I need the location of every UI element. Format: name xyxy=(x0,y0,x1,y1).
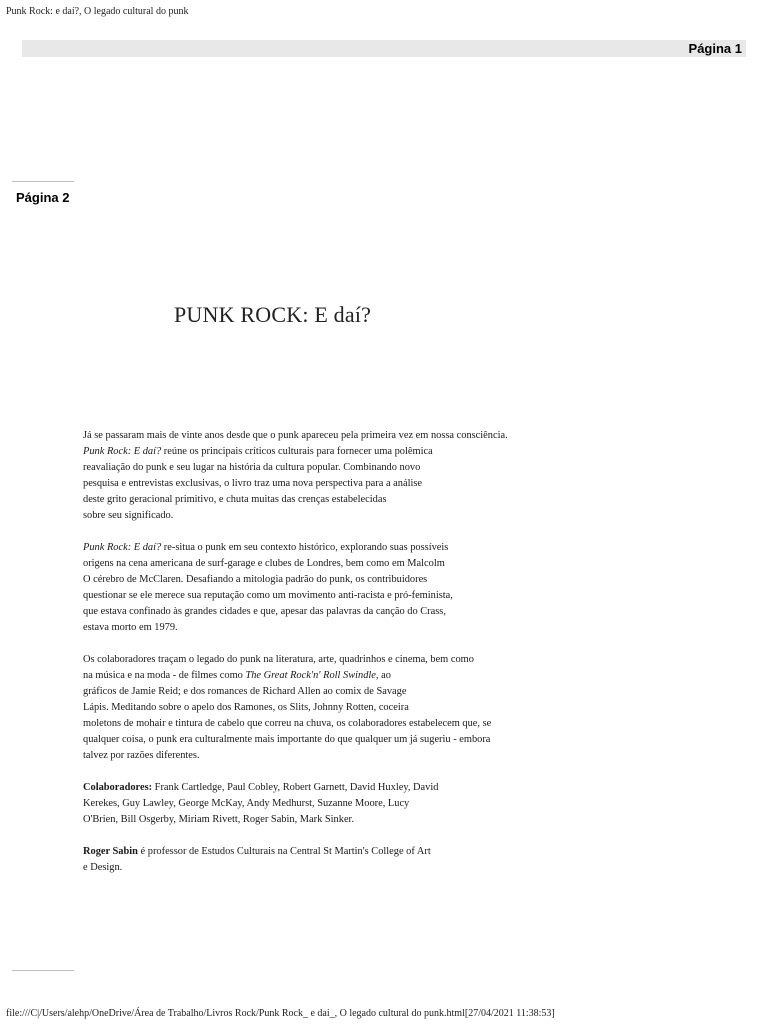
italic-text: Punk Rock: E daí? xyxy=(83,446,162,457)
text-segment: pesquisa e entrevistas exclusivas, o livro traz uma nova perspectiva para a análise xyxy=(83,478,423,489)
text-line xyxy=(83,604,553,620)
paragraph xyxy=(83,428,553,524)
text-segment: reúne os principais críticos culturais para fornecer uma polêmica xyxy=(161,446,433,457)
text-line xyxy=(83,812,553,828)
text-line xyxy=(83,572,553,588)
text-segment: questionar se ele merece sua reputação como um movimento anti-racista e pró-feminista, xyxy=(83,590,453,601)
text-segment: ao xyxy=(378,670,391,681)
text-line xyxy=(83,684,553,700)
print-header-title: Punk Rock: e daí?, O legado cultural do punk xyxy=(6,6,189,17)
text-segment: sobre seu significado. xyxy=(83,510,174,521)
bold-text: Colaboradores: xyxy=(83,782,153,793)
paragraph xyxy=(83,540,553,636)
text-line xyxy=(83,588,553,604)
text-line xyxy=(83,428,553,444)
bold-text: Roger Sabin xyxy=(83,846,138,857)
text-line xyxy=(83,476,553,492)
italic-text: Punk Rock: E daí? xyxy=(83,542,162,553)
text-segment: é professor de Estudos Culturais na Central St Martin's College of Art xyxy=(137,846,431,857)
text-segment: moletons de mohair e tintura de cabelo que correu na chuva, os colaboradores estabelecem que, se xyxy=(83,718,492,729)
paragraph xyxy=(83,652,553,764)
text-segment: reavaliação do punk e seu lugar na história da cultura popular. Combinando novo xyxy=(83,462,421,473)
text-line xyxy=(83,796,553,812)
text-segment: re-situa o punk em seu contexto histórico, explorando suas possíveis xyxy=(161,542,449,553)
paragraph xyxy=(83,844,553,876)
text-segment: O cérebro de McClaren. Desafiando a mitologia padrão do punk, os contribuidores xyxy=(83,574,428,585)
text-line xyxy=(83,732,553,748)
text-segment: O'Brien, Bill Osgerby, Miriam Rivett, Roger Sabin, Mark Sinker. xyxy=(83,814,355,825)
text-segment: na música e na moda - de filmes como xyxy=(83,670,246,681)
text-line xyxy=(83,716,553,732)
print-footer-path: file:///C|/Users/alehp/OneDrive/Área de Trabalho/Livros Rock/Punk Rock_ e dai_, O legado cultural do punk.html[27/04/2021 11:38:53] xyxy=(6,1008,555,1019)
text-line xyxy=(83,460,553,476)
text-segment: Frank Cartledge, Paul Cobley, Robert Garnett, David Huxley, David xyxy=(152,782,439,793)
page-end-rule xyxy=(12,970,74,971)
text-segment: Os colaboradores traçam o legado do punk na literatura, arte, quadrinhos e cinema, bem como xyxy=(83,654,474,665)
text-line xyxy=(83,492,553,508)
text-segment: Já se passaram mais de vinte anos desde que o punk apareceu pela primeira vez em nossa consciência. xyxy=(83,430,508,441)
text-line xyxy=(83,540,553,556)
page-1-separator xyxy=(22,40,746,57)
text-segment: que estava confinado às grandes cidades e que, apesar das palavras da canção do Crass, xyxy=(83,606,446,617)
text-line xyxy=(83,556,553,572)
page-2-label: Página 2 xyxy=(16,190,70,205)
text-line xyxy=(83,700,553,716)
text-line xyxy=(83,508,553,524)
text-line xyxy=(83,444,553,460)
text-line xyxy=(83,844,553,860)
document-body xyxy=(83,428,553,892)
text-segment: origens na cena americana de surf-garage e clubes de Londres, bem como em Malcolm xyxy=(83,558,445,569)
document-title: PUNK ROCK: E daí? xyxy=(174,302,372,327)
page-2-rule xyxy=(12,181,74,182)
text-line xyxy=(83,668,553,684)
text-segment: Lápis. Meditando sobre o apelo dos Ramones, os Slits, Johnny Rotten, coceira xyxy=(83,702,409,713)
paragraph xyxy=(83,780,553,828)
text-segment: estava morto em 1979. xyxy=(83,622,178,633)
text-segment: qualquer coisa, o punk era culturalmente mais importante do que qualquer um já sugeriu - embora xyxy=(83,734,491,745)
text-segment: e Design. xyxy=(83,862,123,873)
page-1-label: Página 1 xyxy=(688,41,742,56)
text-line xyxy=(83,620,553,636)
italic-text: The Great Rock'n' Roll Swindle, xyxy=(245,670,379,681)
text-segment: deste grito geracional primitivo, e chuta muitas das crenças estabelecidas xyxy=(83,494,387,505)
text-line xyxy=(83,748,553,764)
text-segment: gráficos de Jamie Reid; e dos romances de Richard Allen ao comix de Savage xyxy=(83,686,407,697)
text-segment: talvez por razões diferentes. xyxy=(83,750,200,761)
text-line xyxy=(83,780,553,796)
text-line xyxy=(83,860,553,876)
text-segment: Kerekes, Guy Lawley, George McKay, Andy Medhurst, Suzanne Moore, Lucy xyxy=(83,798,410,809)
text-line xyxy=(83,652,553,668)
